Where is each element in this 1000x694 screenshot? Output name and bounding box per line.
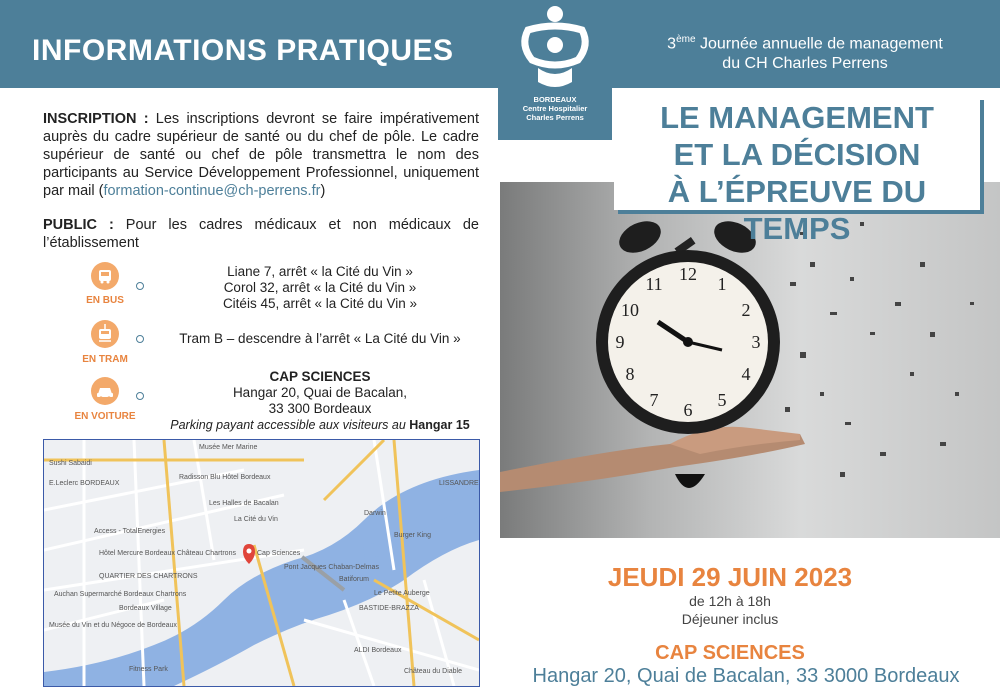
logo-line3: Charles Perrens (526, 113, 584, 122)
car-bullet (136, 392, 144, 400)
map-label: Le Petite Auberge (374, 590, 430, 597)
car-line2: 33 300 Bordeaux (268, 401, 372, 416)
series-line1: Journée annuelle de management (695, 35, 943, 53)
event-series-title (640, 30, 970, 74)
map-label: Musée du Vin et du Négoce de Bordeaux (49, 622, 177, 629)
edition-number: 3 (667, 35, 677, 53)
map-label: QUARTIER DES CHARTRONS (99, 573, 198, 580)
tram-line1: Tram B – descendre à l’arrêt « La Cité du Vin » (179, 331, 461, 346)
map-label: LISSANDRE (439, 480, 479, 487)
location-map[interactable] (43, 439, 480, 687)
tram-icon (91, 320, 119, 348)
map-label: Radisson Blu Hôtel Bordeaux (179, 474, 271, 481)
svg-text:6: 6 (683, 400, 693, 420)
car-details (160, 369, 480, 433)
event-date: JEUDI 29 JUIN 2023 (607, 562, 853, 592)
svg-text:11: 11 (645, 274, 663, 294)
series-line2: du CH Charles Perrens (722, 55, 888, 73)
map-label: ALDI Bordeaux (354, 647, 402, 654)
inscription-close: ) (320, 183, 326, 199)
map-label: Bordeaux Village (119, 605, 172, 612)
map-label: Hôtel Mercure Bordeaux Château Chartrons (99, 550, 236, 557)
car-label: EN VOITURE (74, 411, 136, 422)
svg-text:4: 4 (741, 364, 751, 384)
tram-bullet (136, 335, 144, 343)
bus-label: EN BUS (86, 295, 124, 306)
event-time: de 12h à 18h (689, 593, 771, 609)
inscription-text: Les inscriptions devront se faire impérativement auprès du cadre supérieur de santé ou du chef de pôle. Le cadre supérieur de santé ou chef de pôle transmettra le nom des participants au Service Développement Professionnel, uniquement par mail ( (43, 111, 479, 199)
tram-label: EN TRAM (82, 354, 128, 365)
map-label: Château du Diable (404, 668, 462, 675)
inscription-label: INSCRIPTION : (43, 111, 149, 127)
svg-text:3: 3 (751, 332, 761, 352)
map-label: E.Leclerc BORDEAUX (49, 480, 120, 487)
tram-details (160, 331, 480, 347)
headline-line1: LE MANAGEMENT (660, 100, 934, 135)
bus-line1: Liane 7, arrêt « la Cité du Vin » (227, 264, 413, 279)
map-label: Pont Jacques Chaban-Delmas (284, 564, 379, 571)
svg-text:5: 5 (717, 390, 727, 410)
bus-bullet (136, 282, 144, 290)
bus-details (160, 264, 480, 312)
map-label: Access - TotalEnergies (94, 528, 166, 535)
map-label: Auchan Supermarché Bordeaux Chartrons (54, 591, 187, 598)
map-label: Darwin (364, 510, 386, 517)
map-label: Burger King (394, 532, 431, 539)
map-label: Les Halles de Bacalan (209, 500, 279, 507)
hospital-logo-icon (498, 0, 612, 95)
map-label: Sushi Sabaidi (49, 460, 92, 467)
inscription-paragraph (43, 110, 479, 200)
parking-text: Parking payant accessible aux visiteurs au (170, 418, 410, 432)
public-text: Pour les cadres médicaux et non médicaux de l’établissement (43, 217, 479, 251)
map-label: Musée Mer Marine (199, 444, 258, 451)
map-label: La Cité du Vin (234, 516, 278, 523)
svg-text:9: 9 (615, 332, 625, 352)
email-link[interactable]: formation-continue@ch-perrens.fr (103, 183, 321, 199)
headline-line2: ET LA DÉCISION (673, 137, 921, 172)
event-address: Hangar 20, Quai de Bacalan, 33 3000 Bordeaux (532, 665, 960, 687)
svg-text:8: 8 (625, 364, 635, 384)
bus-icon (91, 262, 119, 290)
map-label: Cap Sciences (257, 550, 301, 557)
public-paragraph (43, 216, 479, 252)
bus-line3: Citéis 45, arrêt « la Cité du Vin » (222, 296, 418, 311)
page-title: INFORMATIONS PRATIQUES (32, 34, 454, 67)
parking-hangar: Hangar 15 (409, 418, 470, 432)
svg-text:10: 10 (621, 300, 639, 320)
car-line1: Hangar 20, Quai de Bacalan, (232, 385, 408, 400)
event-headline (614, 96, 980, 246)
headline-line3: À L’ÉPREUVE DU TEMPS (667, 174, 927, 246)
svg-text:2: 2 (741, 300, 751, 320)
logo-line2: Centre Hospitalier (522, 104, 588, 113)
car-venue-name: CAP SCIENCES (269, 369, 371, 384)
public-label: PUBLIC : (43, 217, 114, 233)
event-lunch: Déjeuner inclus (681, 611, 779, 627)
map-label: BASTIDE-BRAZZA (359, 605, 419, 612)
svg-text:1: 1 (717, 274, 727, 294)
map-label: Fitness Park (129, 666, 168, 673)
logo-line1: BORDEAUX (533, 95, 577, 104)
event-venue: CAP SCIENCES (655, 642, 805, 664)
bus-line2: Corol 32, arrêt « la Cité du Vin » (223, 280, 417, 295)
map-label: Batiforum (339, 576, 369, 583)
edition-suffix: ème (676, 34, 696, 45)
svg-text:12: 12 (679, 264, 697, 284)
svg-text:7: 7 (649, 390, 659, 410)
logo-text (498, 95, 612, 122)
car-icon (91, 377, 119, 405)
